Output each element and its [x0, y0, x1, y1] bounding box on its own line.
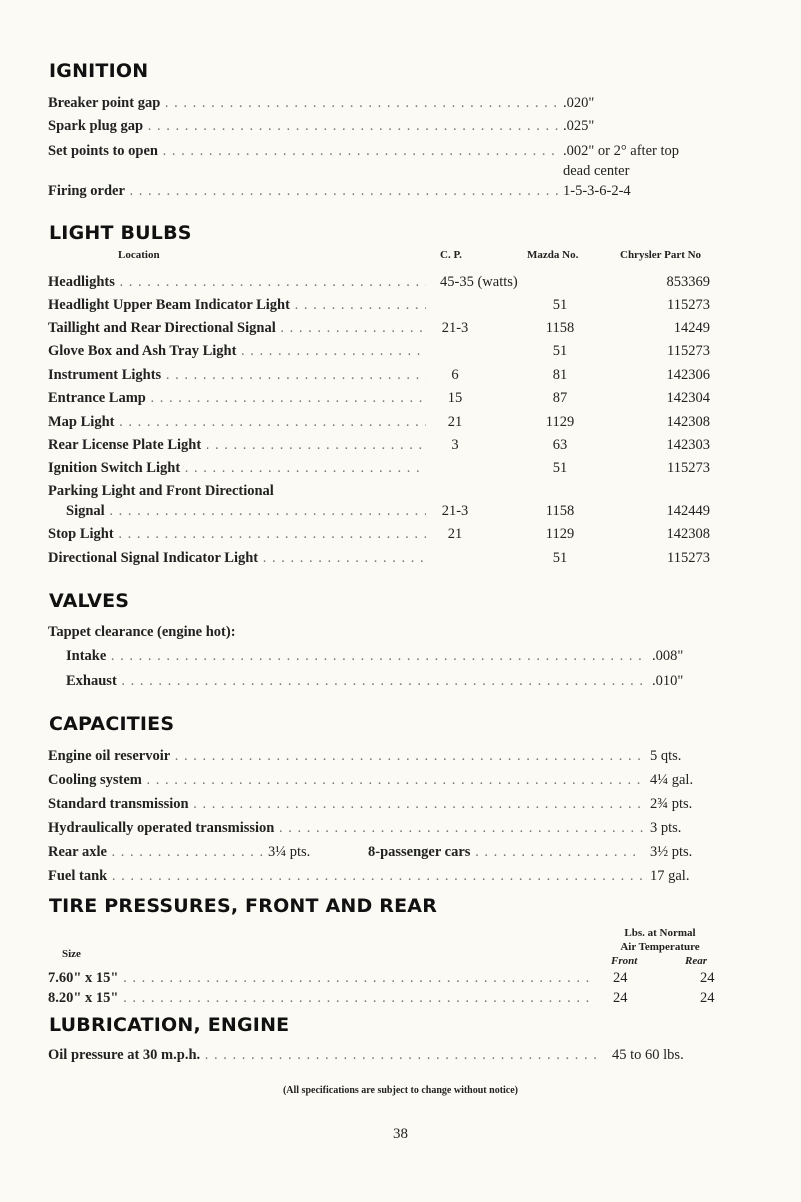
table-row [0, 503, 801, 523]
bulb-mazda: 51 [552, 550, 568, 566]
table-row [0, 414, 801, 434]
spec-label: Engine oil reservoir . . . [48, 748, 643, 765]
bulb-part: 142304 [666, 390, 710, 406]
bulb-location: Headlight Upper Beam Indicator Light . . . [48, 297, 426, 314]
spec-row-firing-order [0, 183, 801, 203]
bulb-location: Map Light . . . [48, 414, 426, 431]
bulb-cp: 21-3 [441, 320, 469, 336]
spec-value: 3½ pts. [650, 844, 693, 860]
table-row [0, 343, 801, 363]
bulb-location: Ignition Switch Light . . . [48, 460, 426, 477]
bulb-part: 14249 [673, 320, 710, 336]
bulb-part: 115273 [667, 343, 710, 359]
table-row [0, 320, 801, 340]
bulb-mazda: 51 [552, 343, 568, 359]
bulb-mazda: 1158 [545, 320, 575, 336]
table-row [0, 550, 801, 570]
bulb-cp: 6 [451, 367, 459, 383]
tire-pressures-heading: TIRE PRESSURES, FRONT AND REAR [49, 895, 438, 917]
bulb-part: 142449 [666, 503, 710, 519]
bulb-mazda: 1158 [545, 503, 575, 519]
footer-note: (All specifications are subject to change without notice) [282, 1085, 519, 1096]
spec-row-cooling [0, 772, 801, 792]
page-number: 38 [393, 1126, 408, 1142]
spec-row-spark-gap [0, 118, 801, 138]
spec-label: Standard transmission . . . [48, 796, 643, 813]
spec-value: 3 pts. [650, 820, 682, 836]
col-header-front: Front [611, 955, 638, 967]
spec-label: Breaker point gap . . . [48, 95, 558, 112]
spec-label: Fuel tank . . . [48, 868, 643, 885]
table-row [0, 460, 801, 480]
table-row [0, 970, 801, 990]
spec-row-oil-pressure [0, 1047, 801, 1067]
spec-label: Rear axle . . . [48, 844, 264, 861]
spec-row-breaker-gap [0, 95, 801, 115]
spec-label: Set points to open . . . [48, 143, 558, 160]
bulb-location: Entrance Lamp . . . [48, 390, 426, 407]
bulb-mazda: 63 [552, 437, 568, 453]
spec-label: Oil pressure at 30 m.p.h. . . . [48, 1047, 600, 1064]
spec-value: 2¾ pts. [650, 796, 693, 812]
table-row [0, 437, 801, 457]
bulb-part: 142306 [666, 367, 710, 383]
bulb-cp: 15 [447, 390, 463, 406]
valves-heading: VALVES [49, 590, 130, 612]
bulb-cp: 21 [447, 414, 463, 430]
bulb-location: Directional Signal Indicator Light . . . [48, 550, 426, 567]
bulb-location: Stop Light . . . [48, 526, 426, 543]
tire-front: 24 [613, 970, 628, 986]
spec-value: .002" or 2° after top [563, 143, 680, 159]
spec-value: .025" [563, 118, 595, 134]
spec-value: 45 to 60 lbs. [612, 1047, 684, 1063]
spec-label: Spark plug gap . . . [48, 118, 558, 135]
bulb-mazda: 51 [552, 297, 568, 313]
table-row [0, 274, 801, 294]
bulb-location: Instrument Lights . . . [48, 367, 426, 384]
tire-header-line2: Air Temperature [620, 941, 700, 953]
spec-value-continued: dead center [563, 163, 630, 179]
spec-value: 4¼ gal. [650, 772, 694, 788]
bulb-mazda: 87 [552, 390, 568, 406]
tire-front: 24 [613, 990, 628, 1006]
spec-label: Firing order . . . [48, 183, 558, 200]
bulb-mazda: 1129 [545, 414, 575, 430]
tappet-clearance-label: Tappet clearance (engine hot): [48, 624, 236, 640]
table-row [0, 297, 801, 317]
bulb-location: Glove Box and Ash Tray Light . . . [48, 343, 426, 360]
bulb-location-line1: Parking Light and Front Directional [48, 483, 274, 499]
bulb-location: Signal . . . [66, 503, 426, 520]
col-header-size: Size [62, 948, 81, 960]
spec-row-engine-oil [0, 748, 801, 768]
light-bulbs-heading: LIGHT BULBS [49, 222, 192, 244]
table-row [0, 990, 801, 1010]
bulb-part: 115273 [667, 460, 710, 476]
spec-row-fuel-tank [0, 868, 801, 888]
tire-size: 8.20" x 15" . . . [48, 990, 593, 1007]
tire-size: 7.60" x 15" . . . [48, 970, 593, 987]
spec-value: .010" [652, 673, 684, 689]
bulb-location: Taillight and Rear Directional Signal . . . [48, 320, 426, 337]
bulb-cp: 21-3 [441, 503, 469, 519]
bulb-part: 853369 [666, 274, 710, 290]
spec-label: Exhaust . . . [66, 673, 646, 690]
spec-value: 5 qts. [650, 748, 682, 764]
table-row [0, 367, 801, 387]
spec-value: 17 gal. [650, 868, 690, 884]
spec-value: .008" [652, 648, 684, 664]
spec-row-intake [0, 648, 801, 668]
spec-label: Intake . . . [66, 648, 646, 665]
ignition-heading: IGNITION [49, 60, 149, 82]
col-header-location: Location [118, 249, 160, 261]
col-header-rear: Rear [685, 955, 707, 967]
bulb-cp: 45-35 (watts) [440, 274, 518, 290]
bulb-location: Rear License Plate Light . . . [48, 437, 426, 454]
spec-value: 1-5-3-6-2-4 [563, 183, 631, 199]
spec-label: Hydraulically operated transmission . . . [48, 820, 643, 837]
spec-row-std-transmission [0, 796, 801, 816]
bulb-mazda: 1129 [545, 526, 575, 542]
spec-row-set-points [0, 143, 801, 163]
col-header-mazda: Mazda No. [527, 249, 579, 261]
table-row [0, 526, 801, 546]
bulb-part: 115273 [667, 297, 710, 313]
spec-label: Cooling system . . . [48, 772, 643, 789]
table-row [0, 390, 801, 410]
bulb-mazda: 81 [552, 367, 568, 383]
bulb-part: 142303 [666, 437, 710, 453]
bulb-location: Headlights . . . [48, 274, 426, 291]
col-header-part: Chrysler Part No [620, 249, 702, 261]
spec-row-exhaust [0, 673, 801, 693]
spec-row-hydraulic-transmission [0, 820, 801, 840]
spec-row-rear-axle [0, 844, 801, 864]
tire-rear: 24 [700, 990, 715, 1006]
spec-value: .020" [563, 95, 595, 111]
bulb-cp: 3 [451, 437, 459, 453]
bulb-cp: 21 [447, 526, 463, 542]
capacities-heading: CAPACITIES [49, 713, 175, 735]
bulb-part: 142308 [666, 414, 710, 430]
tire-rear: 24 [700, 970, 715, 986]
bulb-part: 115273 [667, 550, 710, 566]
col-header-cp: C. P. [440, 249, 462, 261]
spec-value: 3¼ pts. [268, 844, 311, 860]
lubrication-heading: LUBRICATION, ENGINE [49, 1014, 290, 1036]
bulb-part: 142308 [666, 526, 710, 542]
bulb-mazda: 51 [552, 460, 568, 476]
spec-sublabel: 8-passenger cars . . . [368, 844, 638, 861]
tire-header-line1: Lbs. at Normal [624, 927, 696, 939]
